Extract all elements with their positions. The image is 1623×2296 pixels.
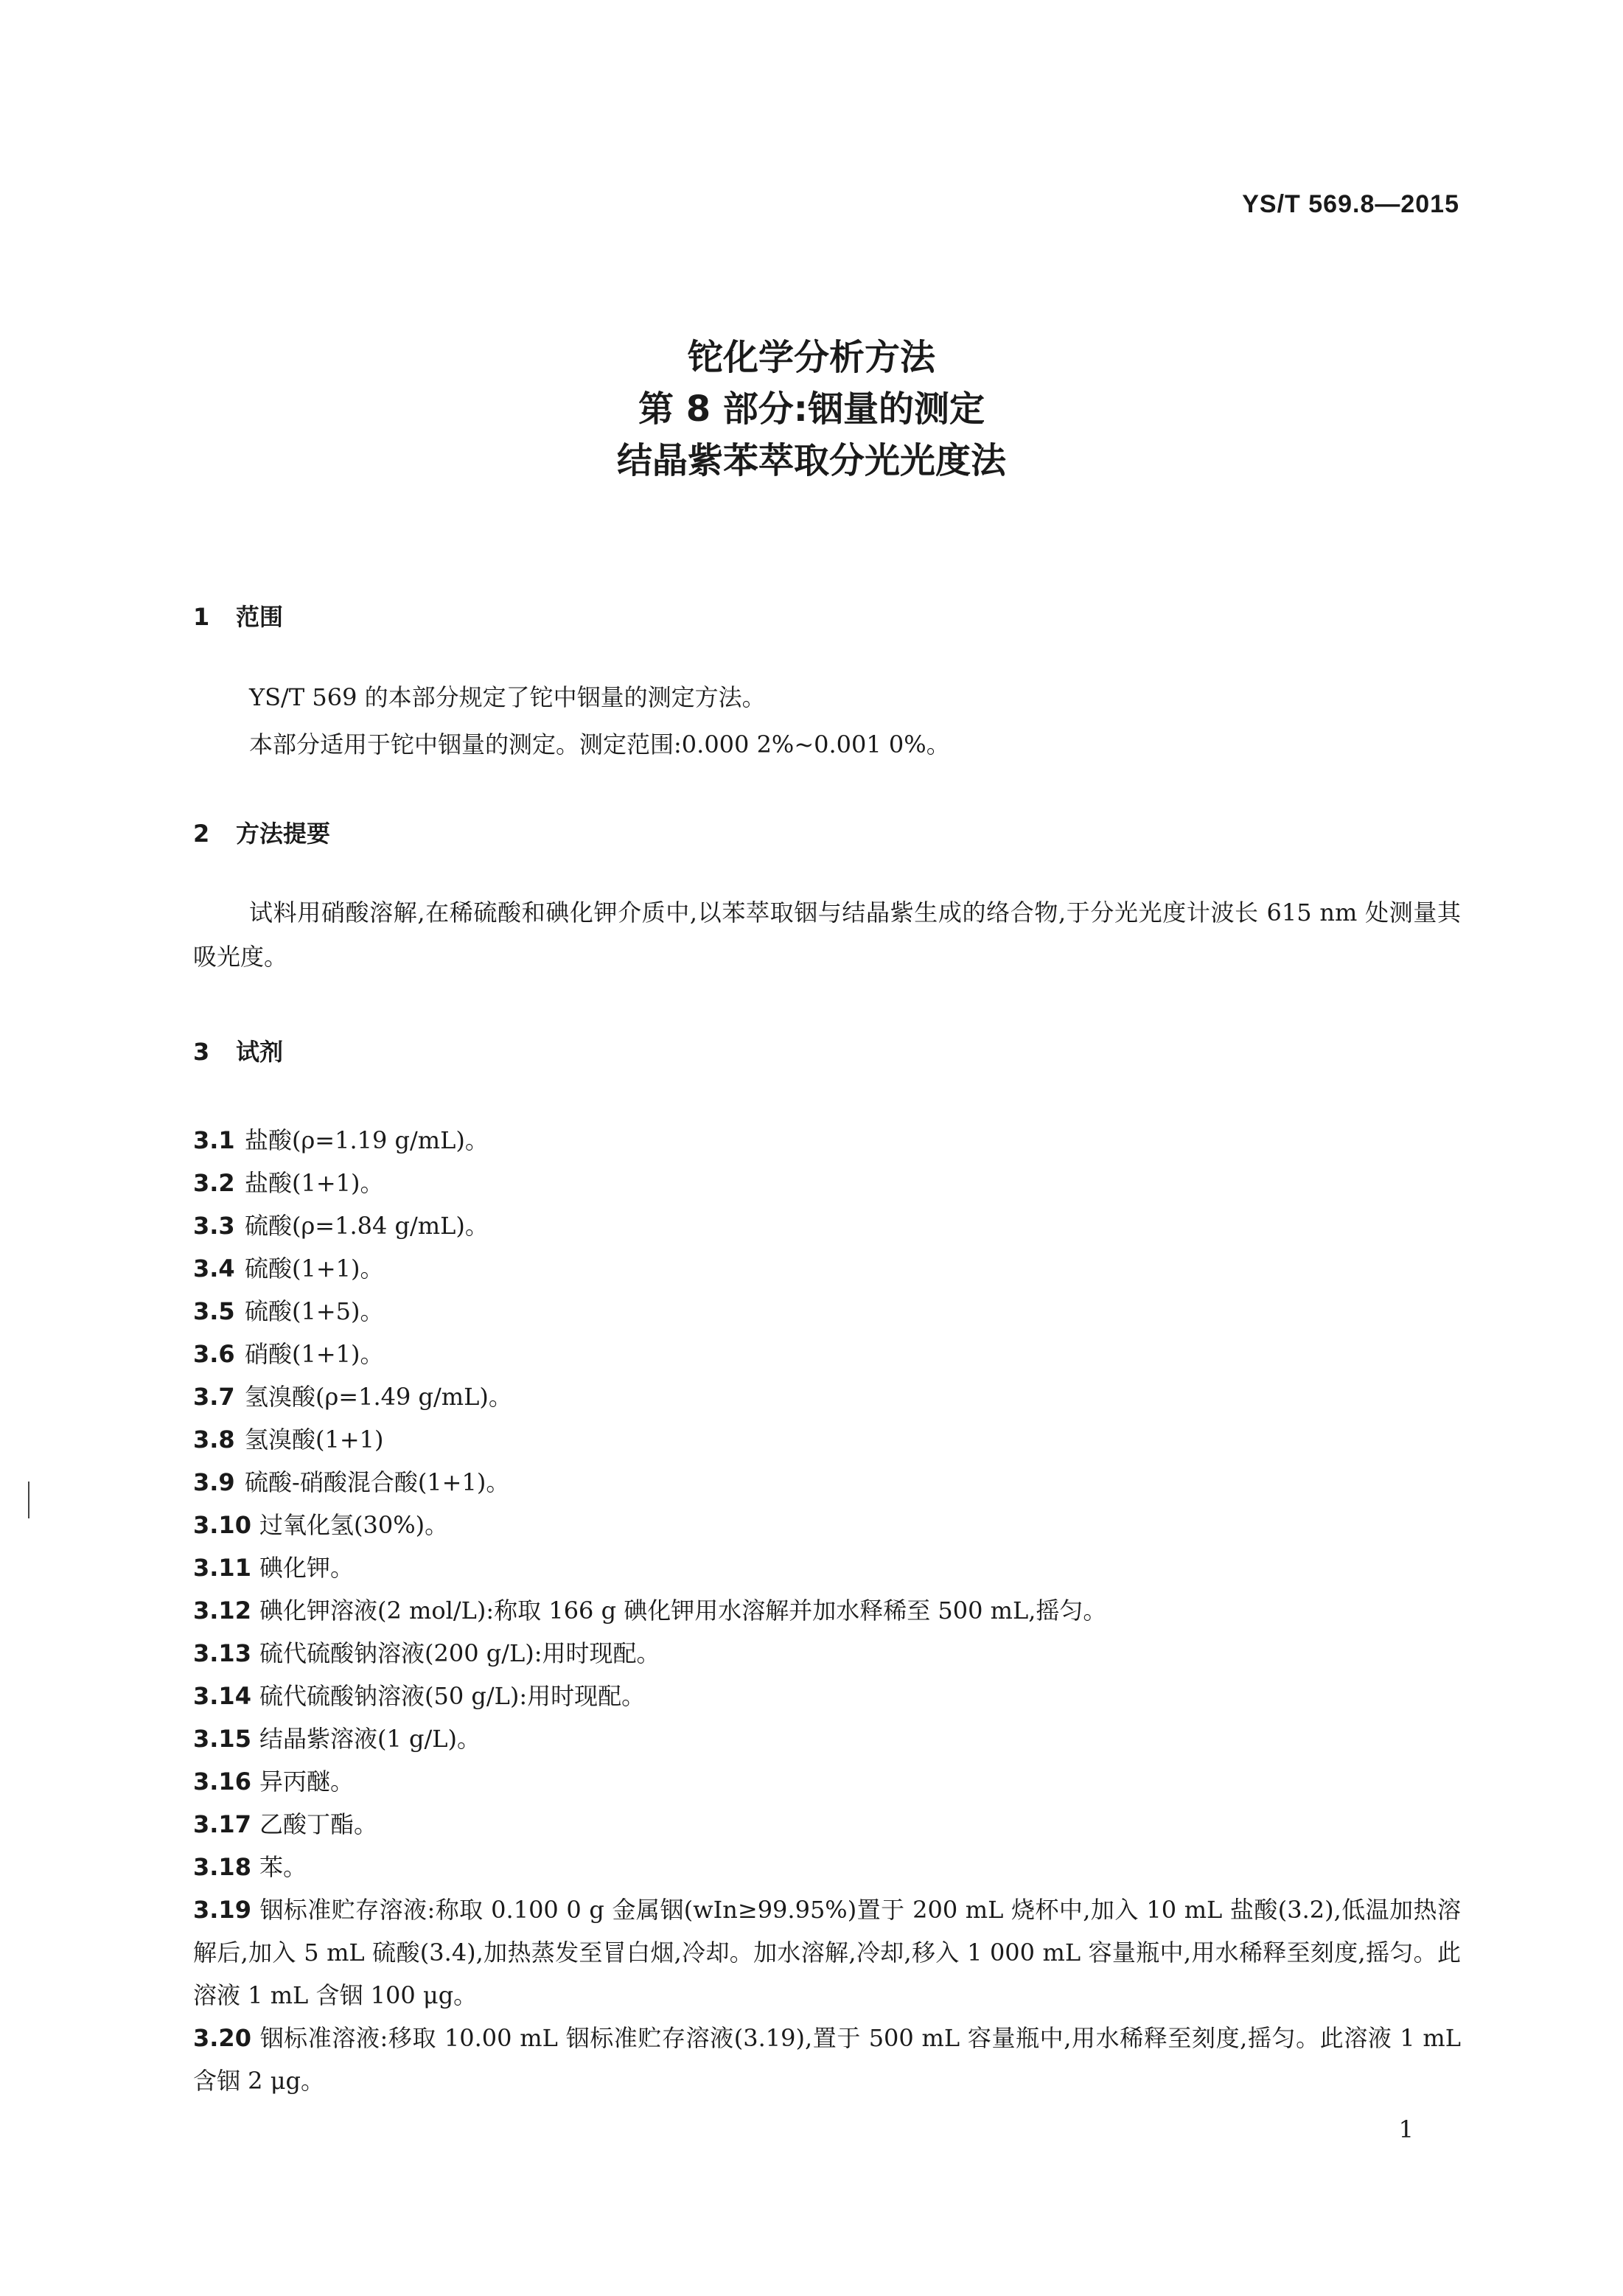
reagent-number: 3.1 <box>193 1126 235 1154</box>
reagent-text: 硫酸(ρ=1.84 g/mL)。 <box>245 1212 489 1240</box>
reagent-item <box>193 1290 1461 1333</box>
reagent-text: 硝酸(1+1)。 <box>245 1340 384 1368</box>
reagent-text: 硫酸-硝酸混合酸(1+1)。 <box>245 1468 510 1496</box>
section-number: 3 <box>193 1038 210 1066</box>
reagent-item <box>193 1119 1461 1162</box>
reagent-number: 3.7 <box>193 1383 235 1411</box>
reagent-number: 3.18 <box>193 1853 251 1881</box>
margin-mark <box>28 1482 29 1518</box>
principle-paragraph: 试料用硝酸溶解,在稀硫酸和碘化钾介质中,以苯萃取铟与结晶紫生成的络合物,于分光光度计波长 615 nm 处测量其吸光度。 <box>193 898 1461 971</box>
reagent-item <box>193 1546 1461 1589</box>
reagent-text: 苯。 <box>259 1853 307 1881</box>
reagent-item <box>193 1717 1461 1760</box>
reagent-item <box>193 1589 1461 1632</box>
reagent-item <box>193 1333 1461 1375</box>
section-heading-principle <box>193 815 330 849</box>
reagent-number: 3.20 <box>193 2024 251 2052</box>
document-title <box>0 332 1623 486</box>
reagent-item <box>193 1247 1461 1290</box>
reagent-text: 碘化钾。 <box>259 1554 355 1582</box>
reagent-number: 3.11 <box>193 1554 251 1582</box>
reagent-text: 硫酸(1+5)。 <box>245 1297 384 1325</box>
reagent-number: 3.6 <box>193 1340 235 1368</box>
reagent-item <box>193 1803 1461 1846</box>
reagent-text: 氢溴酸(1+1) <box>245 1426 384 1454</box>
reagent-text: 硫代硫酸钠溶液(200 g/L):用时现配。 <box>259 1639 660 1667</box>
reagent-number: 3.15 <box>193 1725 251 1753</box>
reagent-text: 硫代硫酸钠溶液(50 g/L):用时现配。 <box>259 1682 646 1710</box>
section-heading-scope <box>193 599 283 632</box>
reagent-item <box>193 1888 1461 2017</box>
title-line-2: 第 8 部分:铟量的测定 <box>638 388 985 430</box>
page-number: 1 <box>1398 2115 1414 2143</box>
reagent-number: 3.9 <box>193 1468 235 1496</box>
reagent-text: 铟标准贮存溶液:称取 0.100 0 g 金属铟(wIn≥99.95%)置于 200 mL 烧杯中,加入 10 mL 盐酸(3.2),低温加热溶解后,加入 5 mL 硫酸(3.4),加热蒸发至冒白烟,冷却。加水溶解,冷却,移入 1 000 mL 容量瓶中,用水稀释至刻度,摇匀。此溶液 1 mL 含铟 100 μg。 <box>193 1896 1461 2009</box>
reagent-item <box>193 1675 1461 1717</box>
reagent-item <box>193 1760 1461 1803</box>
reagent-text: 盐酸(ρ=1.19 g/mL)。 <box>245 1126 489 1154</box>
reagent-text: 过氧化氢(30%)。 <box>259 1511 449 1539</box>
reagent-text: 铟标准溶液:移取 10.00 mL 铟标准贮存溶液(3.19),置于 500 mL 容量瓶中,用水稀释至刻度,摇匀。此溶液 1 mL 含铟 2 μg。 <box>193 2024 1461 2095</box>
reagent-text: 异丙醚。 <box>259 1768 355 1796</box>
title-line-1: 铊化学分析方法 <box>687 337 935 378</box>
reagent-item <box>193 1204 1461 1247</box>
scope-paragraph-1: YS/T 569 的本部分规定了铊中铟量的测定方法。 <box>249 683 766 711</box>
reagent-number: 3.13 <box>193 1639 251 1667</box>
reagent-item <box>193 1632 1461 1675</box>
section-number: 2 <box>193 820 210 848</box>
reagent-item <box>193 1461 1461 1504</box>
reagent-item <box>193 1375 1461 1418</box>
reagent-number: 3.2 <box>193 1169 235 1197</box>
reagent-number: 3.3 <box>193 1212 235 1240</box>
reagent-number: 3.5 <box>193 1297 235 1325</box>
section-title: 试剂 <box>236 1038 284 1066</box>
title-line-3: 结晶紫苯萃取分光光度法 <box>616 440 1006 481</box>
reagent-number: 3.12 <box>193 1597 251 1625</box>
reagent-text: 结晶紫溶液(1 g/L)。 <box>259 1725 481 1753</box>
section-number: 1 <box>193 603 210 631</box>
reagent-item <box>193 1162 1461 1204</box>
reagent-item <box>193 1418 1461 1461</box>
reagent-number: 3.8 <box>193 1426 235 1454</box>
section-title: 范围 <box>236 603 284 631</box>
reagent-number: 3.4 <box>193 1255 235 1283</box>
reagent-text: 氢溴酸(ρ=1.49 g/mL)。 <box>245 1383 512 1411</box>
reagent-number: 3.19 <box>193 1896 251 1924</box>
reagent-number: 3.10 <box>193 1511 251 1539</box>
reagent-number: 3.16 <box>193 1768 251 1796</box>
reagent-text: 盐酸(1+1)。 <box>245 1169 384 1197</box>
reagent-number: 3.14 <box>193 1682 251 1710</box>
reagent-text: 硫酸(1+1)。 <box>245 1255 384 1283</box>
standard-code: YS/T 569.8—2015 <box>1242 190 1459 218</box>
reagent-item <box>193 1846 1461 1888</box>
reagent-text: 乙酸丁酯。 <box>259 1810 378 1838</box>
reagent-number: 3.17 <box>193 1810 251 1838</box>
section-title: 方法提要 <box>236 820 331 848</box>
reagent-item <box>193 1504 1461 1546</box>
scope-paragraph-2: 本部分适用于铊中铟量的测定。测定范围:0.000 2%~0.001 0%。 <box>249 730 950 758</box>
reagent-item <box>193 2017 1461 2102</box>
section-heading-reagents <box>193 1033 283 1067</box>
reagent-text: 碘化钾溶液(2 mol/L):称取 166 g 碘化钾用水溶解并加水释稀至 500 mL,摇匀。 <box>259 1597 1107 1625</box>
